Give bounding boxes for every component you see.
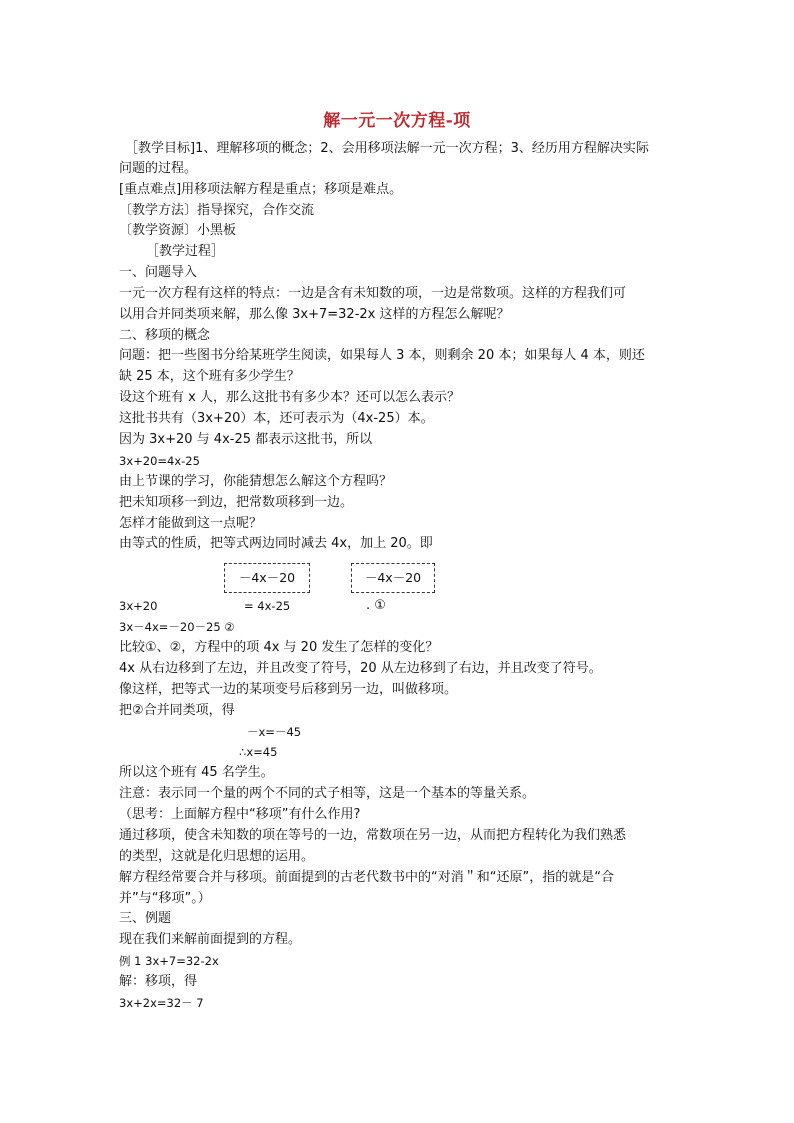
text-line: （思考：上面解方程中“移项”有什么作用? xyxy=(119,807,361,822)
text-line: 比较①、②，方程中的项 4x 与 20 发生了怎样的变化？ xyxy=(119,640,439,655)
text-line: 以用合并同类项来解，那么像 3x+7=32-2x 这样的方程怎么解呢？ xyxy=(119,307,510,322)
section-heading: 三、例题 xyxy=(119,911,172,926)
equation-line: 3x+2x=32－ 7 xyxy=(119,996,204,1010)
text-line: 现在我们来解前面提到的方程。 xyxy=(119,932,302,947)
text-line: 4x 从右边移到了左边，并且改变了符号，20 从左边移到了右边，并且改变了符号。 xyxy=(119,661,602,676)
dashed-box-right: －4x－20 xyxy=(351,563,435,593)
text-line: 问题的过程。 xyxy=(119,161,198,176)
text-line: 一元一次方程有这样的特点：一边是含有未知数的项，一边是常数项。这样的方程我们可 xyxy=(119,286,627,301)
equation-line: ∴x=45 xyxy=(239,745,278,759)
text-line: 的类型，这就是化归思想的运用。 xyxy=(119,849,315,864)
text-line: 问题：把一些图书分给某班学生阅读，如果每人 3 本，则剩余 20 本；如果每人 4 本，则还 xyxy=(119,348,645,363)
text-line: 注意：表示同一个量的两个不同的式子相等，这是一个基本的等量关系。 xyxy=(119,786,536,801)
document-title: 解一元一次方程-项 xyxy=(323,111,471,131)
text-line: 解：移项，得 xyxy=(119,974,198,989)
text-line: ［教学目标]1、理解移项的概念；2、会用移项法解一元一次方程；3、经历用方程解决实际 xyxy=(125,141,649,156)
text-line: 把未知项移一到边，把常数项移到一边。 xyxy=(119,495,354,510)
equation-right-side: = 4x-25 xyxy=(244,599,291,613)
dashed-box-left: －4x－20 xyxy=(224,563,310,593)
text-line: ［教学过程］ xyxy=(146,244,225,259)
equation-marker: . ① xyxy=(366,598,386,613)
text-line: 由等式的性质，把等式两边同时减去 4x，加上 20。即 xyxy=(119,536,433,551)
text-line: [重点难点]用移项法解方程是重点；移项是难点。 xyxy=(119,182,403,197)
text-line: 解方程经常要合并与移项。前面提到的古老代数书中的“对消＂和“还原”，指的就是“合 xyxy=(119,870,614,885)
equation-line: 3x+20=4x-25 xyxy=(119,454,200,468)
text-line: 由上节课的学习，你能猜想怎么解这个方程吗？ xyxy=(119,474,393,489)
section-heading: 一、问题导入 xyxy=(119,265,198,280)
text-line: 把②合并同类项，得 xyxy=(119,703,235,718)
equation-line: 3x－4x=－20－25 ② xyxy=(119,620,235,634)
section-heading: 二、移项的概念 xyxy=(119,328,211,343)
text-line: 怎样才能做到这一点呢？ xyxy=(119,516,263,531)
text-line: 因为 3x+20 与 4x-25 都表示这批书，所以 xyxy=(119,432,373,447)
text-line: 像这样，把等式一边的某项变号后移到另一边，叫做移项。 xyxy=(119,682,458,697)
text-line: 设这个班有 x 人，那么这批书有多少本？还可以怎么表示？ xyxy=(119,390,460,405)
text-line: 〔教学资源〕小黑板 xyxy=(119,223,237,238)
text-line: 〔教学方法〕指导探究，合作交流 xyxy=(119,203,315,218)
equation-left-side: 3x+20 xyxy=(119,599,158,613)
text-line: 这批书共有（3x+20）本，还可表示为（4x-25）本。 xyxy=(119,411,434,426)
equation-line: －x=－45 xyxy=(247,725,302,739)
text-line: 并”与“移项”。） xyxy=(119,891,211,906)
text-line: 所以这个班有 45 名学生。 xyxy=(119,765,274,780)
text-line: 缺 25 本，这个班有多少学生？ xyxy=(119,369,300,384)
text-line: 通过移项，使含未知数的项在等号的一边，常数项在另一边，从而把方程转化为我们熟悉 xyxy=(119,828,627,843)
text-line: 例 1 3x+7=32-2x xyxy=(119,954,219,968)
